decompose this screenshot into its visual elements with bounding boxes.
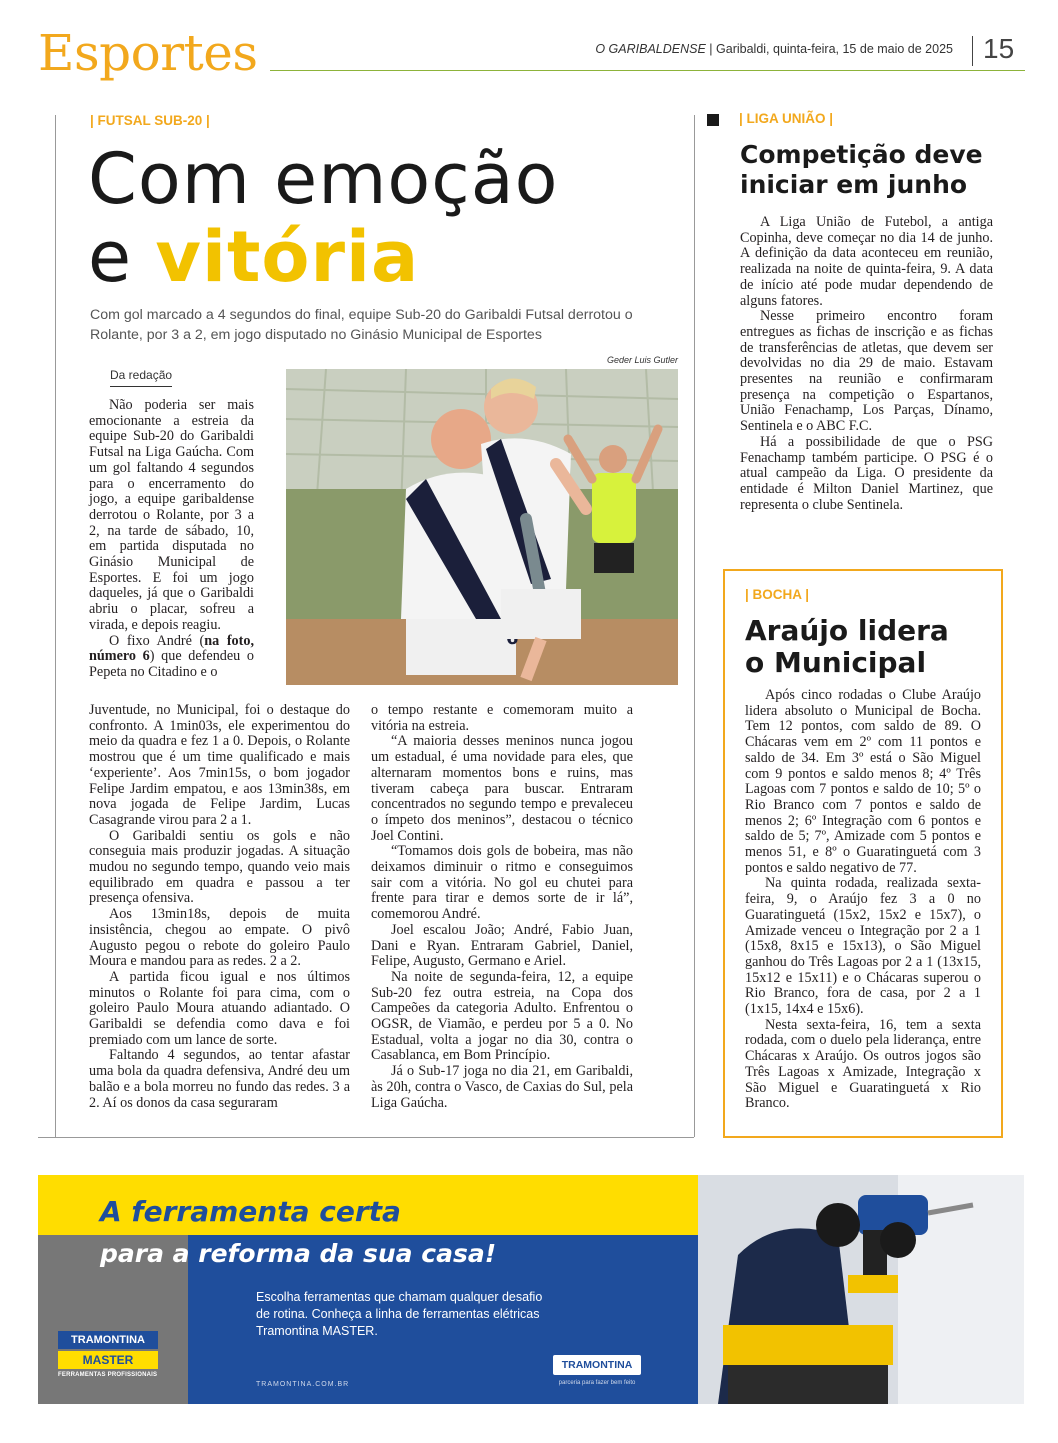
bocha-paragraph-1: Após cinco rodadas o Clube Araújo lidera absoluto o Municipal de Bocha. Tem 12 pontos, com saldo de 89. O Chácaras vem em 2º com 11 pontos e saldo de 34. Em 3º está o São Miguel com 9 pontos e saldo menos 8; 4º Três Lagoas com 7 pontos e saldo de 10; 5º o Rio Branco com 7 pontos e saldo de menos 2; 6º Integração com 6 pontos e saldo de 5; 7º, Amizade com 5 pontos e menos 51, e 8º o Guaratinguetá com 3 pontos e saldo negativo de 77.: [745, 687, 981, 876]
tramontina-ad[interactable]: [38, 1175, 1024, 1404]
liga-headline: [740, 140, 983, 200]
article-frame-bottom: [38, 1137, 694, 1138]
ad-body-text: Escolha ferramentas que chamam qualquer desafio de rotina. Conheça a linha de ferramentas elétricas Tramontina MASTER.: [256, 1290, 543, 1338]
main-p2-bold: na foto, número 6: [89, 632, 254, 665]
byline-rule: [110, 386, 172, 387]
ad-slogan: parceria para fazer bem feito: [558, 1380, 636, 1386]
main-kicker: | FUTSAL SUB-20 |: [90, 113, 210, 128]
header-rule: [270, 70, 1025, 71]
ad-logo-master: MASTER: [58, 1351, 158, 1369]
main-paragraph-1: Não poderia ser mais emocionante a estreia da equipe Sub-20 do Garibaldi Futsal na Liga Gaúcha. Com um gol faltando 4 segundos para o encerramento do jogo, a equipe garibaldense derrotou o Rolante, por 3 a 2, na tarde de sábado, 10, em partida disputada no Ginásio Municipal de Esportes. E foi um jogo daqueles, já que o Garibaldi abriu o placar, sofreu a virada, e depois reagiu.: [89, 397, 254, 633]
liga-paragraph-2: Nesse primeiro encontro foram entregues as fichas de inscrição e as fichas de transferências de atletas, que devem ser devolvidas no dia 29 de maio. Estavam presentes na reunião e confirmaram presença na competição o Espartanos, União Fenachamp, Los Parças, Dínamo, Sentinela e o ABC F.C.: [740, 308, 993, 435]
bocha-headline-line2: o Municipal: [745, 646, 927, 679]
liga-paragraph-3: Há a possibilidade de que o PSG Fenachamp também participe. O PSG é o atual campeão da Liga. O presidente da entidade é Milton Daniel Martinez, que representa o clube Sentinela.: [740, 433, 993, 513]
main-paragraph-12: Já o Sub-17 joga no dia 21, em Garibaldi, às 20h, contra o Vasco, de Caxias do Sul, pela Liga Gaúcha.: [371, 1063, 633, 1111]
ad-logo-tramontina: TRAMONTINA: [58, 1331, 158, 1349]
main-paragraph-3: O Garibaldi sentiu os gols e não conseguia mais produzir jogadas. A situação mudou no segundo tempo, quando veio mais equilibrado em quadra e passou a ter presença ofensiva.: [89, 827, 350, 907]
section-title: Esportes: [38, 24, 258, 82]
page-number: 15: [983, 33, 1015, 64]
bocha-headline-line1: Araújo lidera: [745, 614, 949, 647]
main-subhead: Com gol marcado a 4 segundos do final, equipe Sub-20 do Garibaldi Futsal derrotou o Rolante, por 3 a 2, em jogo disputado no Ginásio Municipal de Esportes: [90, 307, 633, 343]
header-separator: |: [709, 42, 713, 56]
liga-headline-line2: iniciar em junho: [740, 170, 968, 199]
main-paragraph-5: A partida ficou igual e nos últimos minutos o Rolante foi para cima, com o goleiro Paulo Moura atuando adiantado. O Garibaldi se defendia como dava e foi premiado com um lance de sorte.: [89, 968, 350, 1048]
main-paragraph-11: Na noite de segunda-feira, 12, a equipe Sub-20 fez outra estreia, na Copa dos Campeões da categoria Adulto. Enfrentou o OGSR, de Viamão, e perdeu por 5 a 0. No Estadual, volta a jogar no dia 30, contra o Casablanca, em Bom Princípio.: [371, 968, 633, 1064]
main-p2-mid: ) que defendeu o Pepeta no Citadino e o: [89, 648, 255, 680]
main-paragraph-8: “A maioria desses meninos nunca jogou um estadual, é uma novidade para eles, que alternaram momentos bons e ruins, mas tiveram cabeça para buscar. Entraram concentrados no segundo tempo e prevaleceu o ímpeto dos meninos”, destacou o técnico Joel Contini.: [371, 733, 633, 844]
main-paragraph-2-cont: Juventude, no Municipal, foi o destaque do confronto. A 1min03s, ele experimentou do meio da quadra e fez 1 a 0. Depois, o Rolante mostrou que é um time qualificado e mais ‘experiente’. Aos 7min15s, o bom jogador Felipe Jardim empatou, e aos 13min38s, em nova jogada de Felipe Jardim, Lucas Casagrande virou para 2 a 1.: [89, 702, 350, 828]
liga-body: [740, 215, 993, 513]
worker-with-drill-illustration: [698, 1175, 1024, 1404]
main-paragraph-4: Aos 13min18s, depois de muita insistência, chegou ao empate. O pivô Augusto pegou o rebote do goleiro Paulo Moura e mandou para as redes. 2 a 2.: [89, 906, 350, 970]
bocha-kicker: | BOCHA |: [745, 587, 810, 602]
main-paragraph-10: Joel escalou João; André, Fabio Juan, Dani e Ryan. Entraram Gabriel, Daniel, Felipe, Augusto, Germano e Ariel.: [371, 921, 633, 970]
dateline: Garibaldi, quinta-feira, 15 de maio de 2025: [716, 42, 953, 56]
bocha-paragraph-2: Na quinta rodada, realizada sexta-feira, 9, o Araújo fez 3 a 0 no Guaratinguetá (15x2, 15x2 e 15x7), o Amizade venceu o Integração por 2 a 1 (15x8, 8x15 e 15x13), o São Miguel ganhou do Três Lagoas por 2 a 1 (13x15, 15x12 e 15x11) e o Chácaras superou o Rio Branco, fora de casa, por 2 a 1 (1x15, 14x4 e 15x6).: [745, 875, 981, 1018]
headline-line2: [88, 218, 558, 296]
main-headline: [88, 140, 558, 296]
main-column-1-bottom: [89, 703, 350, 1111]
main-paragraph-7: o tempo restante e comemoram muito a vitória na estreia.: [371, 702, 633, 734]
bocha-headline: [745, 615, 949, 679]
publication-name: O GARIBALDENSE: [595, 42, 706, 56]
liga-paragraph-1: A Liga União de Futebol, a antiga Copinha, deve começar no dia 14 de junho. A definição da data aconteceu em reunião, realizada na noite de quinta-feira, 9. A data de início até pode mudar dependendo de alguns fatores.: [740, 214, 993, 309]
main-column-2: [371, 703, 633, 1111]
bocha-paragraph-3: Nesta sexta-feira, 16, tem a sexta rodada, com o duelo pela liderança, entre Chácaras x Araújo. Os outros jogos são Três Lagoas x Amizade, Integração x São Miguel e Guaratinguetá x Rio Branco.: [745, 1016, 981, 1112]
main-p2-start: O fixo André (: [109, 632, 205, 649]
players-celebrating-illustration: [286, 369, 678, 685]
headline-line1: Com emoção: [88, 138, 559, 220]
ad-url[interactable]: TRAMONTINA.COM.BR: [256, 1381, 350, 1388]
main-paragraph-9: “Tomamos dois gols de bobeira, mas não deixamos diminuir o ritmo e conseguimos sair com a vitória. No gol eu chutei para frente para tirar e demos sorte de ir lá”, comemorou André.: [371, 843, 633, 923]
liga-kicker: | LIGA UNIÃO |: [739, 111, 834, 126]
ad-brand-logo: TRAMONTINA: [553, 1355, 641, 1375]
match-photo: [286, 369, 678, 685]
bocha-body: [745, 688, 981, 1112]
main-paragraph-6: Faltando 4 segundos, ao tentar afastar uma bola da quadra defensiva, André deu um balão e a bola morreu no fundo das redes. 3 a 2. Aí os donos da casa seguraram: [89, 1047, 350, 1111]
byline: Da redação: [110, 368, 173, 382]
photo-credit: Geder Luis Gutler: [606, 355, 678, 365]
liga-bullet-square: [707, 114, 719, 126]
article-frame-right: [694, 115, 695, 1137]
headline-highlight: vitória: [155, 216, 420, 298]
liga-headline-line1: Competição deve: [740, 140, 983, 169]
ad-logo-subtitle: FERRAMENTAS PROFISSIONAIS: [58, 1372, 158, 1378]
main-paragraph-2: [89, 634, 254, 681]
page-number-divider: [972, 36, 973, 66]
main-column-1-top: [89, 398, 254, 681]
ad-headline-1: A ferramenta certa: [100, 1195, 401, 1228]
header-info: [595, 42, 953, 56]
article-frame-left: [55, 115, 56, 1137]
headline-line2-plain: e: [88, 216, 156, 298]
ad-headline-2: para a reforma da sua casa!: [100, 1239, 497, 1268]
